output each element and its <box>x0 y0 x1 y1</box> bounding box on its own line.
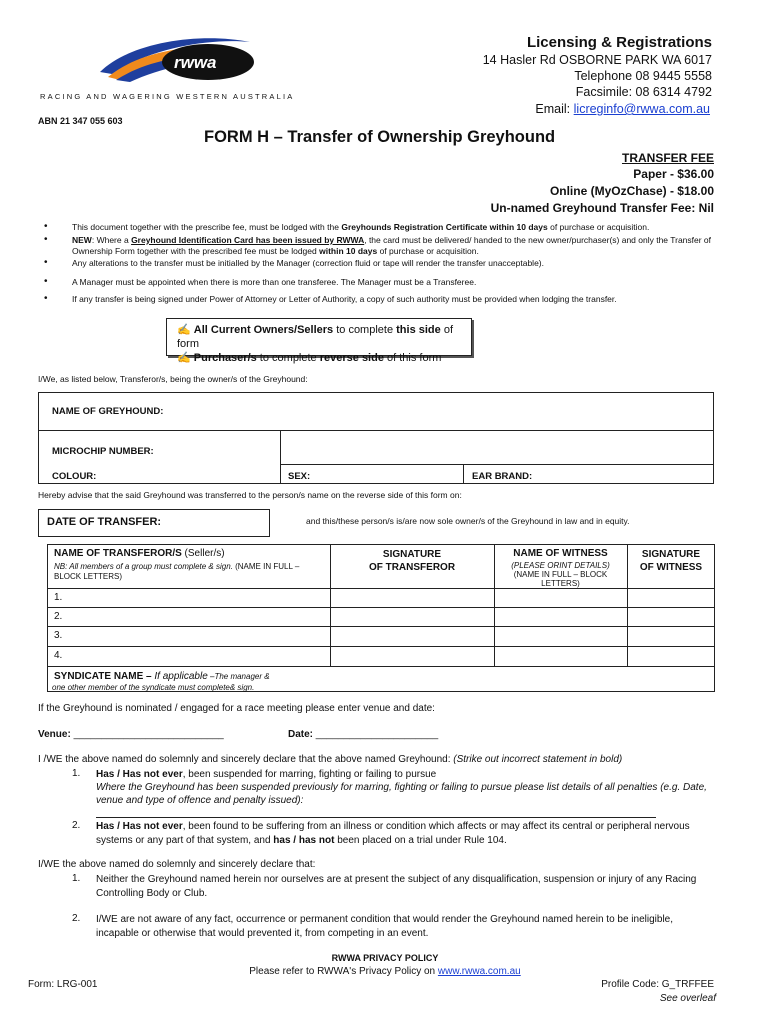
instr-end: of this form <box>383 352 442 364</box>
fee-online: Online (MyOzChase) - $18.00 <box>549 184 714 198</box>
syndicate-applicable: If applicable <box>154 671 208 682</box>
sig-header-line2: OF TRANSFEROR <box>368 562 456 573</box>
decl2-item-1: Neither the Greyhound named herein nor ourselves are at present the subject of any disqualification, suspension or injury of any Racing Controlling Body or Club. <box>96 874 697 899</box>
declaration-1-text: I /WE the above named do solemnly and sincerely declare that the above named Greyhound: <box>38 754 454 765</box>
decl1-num-2: 2. <box>72 820 81 831</box>
fee-heading: TRANSFER FEE <box>621 151 714 165</box>
decl2-num-2: 2. <box>72 913 81 924</box>
facsimile: Facsimile: 08 6314 4792 <box>575 85 712 99</box>
privacy-heading: RWWA PRIVACY POLICY <box>331 953 439 963</box>
fee-paper: Paper - $36.00 <box>633 167 714 181</box>
intro-text: I/We, as listed below, Transferor/s, being the owner/s of the Greyhound: <box>38 374 308 384</box>
bullet-2-bold: Greyhound Identification Card has been issued by RWWA <box>131 235 365 245</box>
date-label: Date: <box>288 729 314 740</box>
profile-code: Profile Code: G_TRFFEE <box>601 979 714 990</box>
instr-text: to complete <box>333 324 397 336</box>
date-of-transfer-label: DATE OF TRANSFER: <box>47 516 162 528</box>
instruction-purchasers <box>177 351 471 365</box>
decl1-item-2-text: , been found to be suffering from an illness or condition which affects or may affect its central or peripheral nervous systems or any part of that system, and <box>96 821 690 846</box>
group-note: NB: All members of a group must complete & sign. <box>54 562 233 571</box>
block-letters-note: (NAME IN FULL – BLOCK LETTERS) <box>54 562 300 581</box>
venue-row <box>38 729 224 740</box>
telephone: Telephone 08 9445 5558 <box>574 69 712 83</box>
privacy-policy-text: Please refer to RWWA's Privacy Policy on <box>249 966 438 977</box>
venue-label: Venue: <box>38 729 71 740</box>
bullet-5: If any transfer is being signed under Power of Attorney or Letter of Authority, a copy of such authority must be provided when lodging the transfer. <box>72 294 617 304</box>
form-code: Form: LRG-001 <box>28 979 98 990</box>
bullet-2-end: of purchase or acquisition. <box>377 246 479 256</box>
bullet-2-bold2: within 10 days <box>319 246 378 256</box>
syndicate-label: SYNDICATE NAME – <box>54 671 155 682</box>
bullet-3: Any alterations to the transfer must be initialled by the Manager (correction fluid or tape will render the transfer unacceptable). <box>72 258 544 268</box>
microchip-label: MICROCHIP NUMBER: <box>52 446 154 457</box>
advise-text: Hereby advise that the said Greyhound was transferred to the person/s name on the reverse side of this form on: <box>38 490 462 500</box>
bullet-dot: • <box>44 234 48 245</box>
form-title: FORM H – Transfer of Ownership Greyhound <box>204 128 556 146</box>
greyhound-name-input[interactable] <box>190 398 700 426</box>
abn: ABN 21 347 055 603 <box>38 116 123 126</box>
has-has-not-2: Has / Has not ever <box>96 821 183 832</box>
rwwa-logo <box>90 30 260 90</box>
row-number-2: 2. <box>54 611 63 622</box>
witness-block-note: (NAME IN FULL – BLOCK LETTERS) <box>513 570 608 588</box>
sellers-label: All Current Owners/Sellers <box>193 324 334 336</box>
suspension-details-note: Where the Greyhound has been suspended previously for marring, fighting or failing to pursue please list details of all penalties (e.g. Date, venue and type of offence and penalty issued): <box>96 782 707 806</box>
nomination-text: If the Greyhound is nominated / engaged for a race meeting please enter venue and date: <box>38 703 435 714</box>
col-transferor-header <box>54 548 225 559</box>
date-field[interactable]: ______________________ <box>315 729 439 740</box>
syndicate-note: –The manager & <box>207 672 270 681</box>
has-has-not-1: Has / Has not ever <box>96 769 183 780</box>
fee-unnamed: Un-named Greyhound Transfer Fee: Nil <box>490 201 714 215</box>
email-link[interactable]: licreginfo@rwwa.com.au <box>573 102 710 116</box>
bullet-1 <box>72 222 720 233</box>
syndicate-row <box>54 669 334 693</box>
row-number-4: 4. <box>54 650 63 661</box>
sex-label: SEX: <box>288 471 311 482</box>
bullet-dot: • <box>44 257 48 268</box>
privacy-text <box>0 966 770 977</box>
bullet-4: A Manager must be appointed when there is more than one transferee. The Manager must be a Transferee. <box>72 277 477 287</box>
has-has-not-3: has / has not <box>273 835 335 846</box>
purchasers-label: Purchaser/s <box>193 352 257 364</box>
decl1-item-2-end: been placed on a trial under Rule 104. <box>334 835 507 846</box>
dept-title: Licensing & Registrations <box>526 34 712 51</box>
greyhound-name-label: NAME OF GREYHOUND: <box>52 406 164 417</box>
venue-field[interactable]: ___________________________ <box>73 729 224 740</box>
col-witness-header <box>494 548 627 588</box>
col-sig-transferor-header <box>330 548 494 574</box>
logo-wordmark: rwwa <box>174 53 217 72</box>
row-number-1: 1. <box>54 592 63 603</box>
bullet-dot: • <box>44 221 48 232</box>
email-label: Email: <box>535 102 571 116</box>
new-label: NEW <box>72 235 92 245</box>
witness-header-title: NAME OF WITNESS <box>513 548 608 559</box>
declaration-1-intro <box>38 754 622 765</box>
bullet-dot: • <box>44 276 48 287</box>
instr-text: to complete <box>256 352 320 364</box>
bullet-1-text: This document together with the prescribe fee, must be lodged with the <box>72 222 342 232</box>
pen-icon: ✍ <box>177 324 191 336</box>
decl2-num-1: 1. <box>72 873 81 884</box>
sole-owner-text: and this/these person/s is/are now sole owner/s of the Greyhound in law and in equity. <box>306 516 630 526</box>
email-line <box>535 102 710 116</box>
decl1-item-1-text: , been suspended for marring, fighting or failing to pursue <box>182 769 437 780</box>
instr-end: of form <box>177 324 453 350</box>
instr-bold: this side <box>396 324 441 336</box>
suspension-details-line[interactable] <box>96 817 656 818</box>
colour-label: COLOUR: <box>52 471 97 482</box>
syndicate-note-2: one other member of the syndicate must complete& sign. <box>52 683 255 692</box>
decl1-item-1 <box>96 768 716 807</box>
bullet-2 <box>72 235 720 257</box>
witness-print-note: (PLEASE ORINT DETAILS) <box>511 561 610 570</box>
instructions-box <box>166 318 472 364</box>
bullet-1-bold: Greyhounds Registration Certificate within 10 days <box>341 222 548 232</box>
privacy-link[interactable]: www.rwwa.com.au <box>437 966 521 977</box>
col-transferor-sub: (Seller/s) <box>181 548 225 559</box>
bullet-2-text2: , the card must be delivered/ handed to the new owner/purchaser(s) and only the Transfer of Ownership Form together with the prescribed fee must be lodged <box>72 235 712 256</box>
decl2-item-2: I/WE are not aware of any fact, occurrence or permanent condition that would render the Greyhound named herein to be ineligible, incapable or otherwise that would prevented it, from competing in an event. <box>96 914 674 939</box>
col-sig-witness-header <box>627 548 715 574</box>
sig-header-line1: SIGNATURE <box>382 549 442 560</box>
bullet-2-text: : Where a <box>91 235 132 245</box>
instruction-sellers <box>177 323 471 351</box>
address: 14 Hasler Rd OSBORNE PARK WA 6017 <box>482 53 712 67</box>
bullet-dot: • <box>44 293 48 304</box>
ear-brand-label: EAR BRAND: <box>472 471 533 482</box>
col-transferor-note <box>54 562 304 582</box>
bullet-1-end: of purchase or acquisition. <box>547 222 650 232</box>
sig-witness-line2: OF WITNESS <box>639 562 703 573</box>
instr-bold: reverse side <box>319 352 384 364</box>
decl1-item-2 <box>96 820 716 848</box>
see-overleaf: See overleaf <box>659 993 716 1004</box>
declaration-2-intro: I/WE the above named do solemnly and sincerely declare that: <box>38 859 316 870</box>
row-number-3: 3. <box>54 630 63 641</box>
col-transferor-title: NAME OF TRANSFEROR/S <box>54 548 182 559</box>
date-row <box>288 729 438 740</box>
org-tagline: RACING AND WAGERING WESTERN AUSTRALIA <box>40 92 295 101</box>
sig-witness-line1: SIGNATURE <box>641 549 701 560</box>
pen-icon: ✍ <box>177 352 191 364</box>
strike-note: (Strike out incorrect statement in bold) <box>453 754 623 765</box>
decl1-num-1: 1. <box>72 768 81 779</box>
microchip-input[interactable] <box>284 434 710 462</box>
